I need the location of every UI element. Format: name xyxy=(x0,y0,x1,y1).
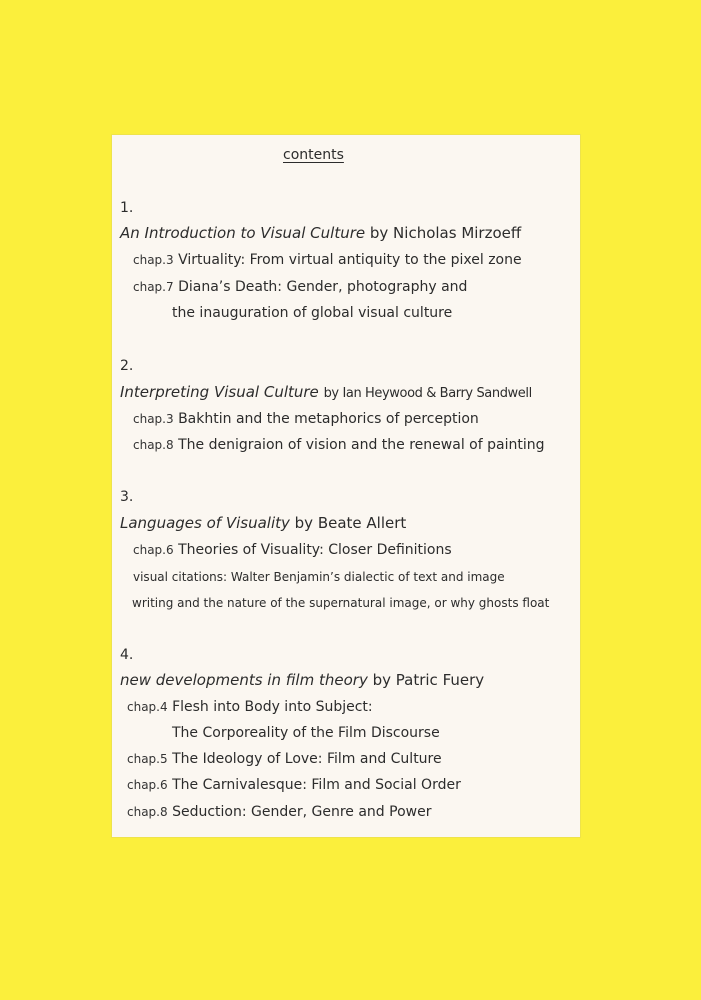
book-title: Languages of Visuality xyxy=(120,514,290,532)
section-number: 4. xyxy=(120,647,134,663)
chapter-title: Theories of Visuality: Closer Definitions xyxy=(178,542,452,558)
chapter-title: Seduction: Gender, Genre and Power xyxy=(172,804,432,820)
chapter-entry xyxy=(133,252,522,268)
chapter-title: The denigraion of vision and the renewal of painting xyxy=(178,437,545,453)
section-book xyxy=(120,515,406,531)
section-book xyxy=(120,225,521,241)
chapter-entry xyxy=(133,437,544,453)
chapter-title: Flesh into Body into Subject: xyxy=(172,699,373,715)
chapter-prefix: chap.8 xyxy=(133,438,174,452)
book-author: by Nicholas Mirzoeff xyxy=(369,224,522,242)
chapter-entry xyxy=(133,279,467,295)
chapter-prefix: chap.8 xyxy=(127,805,168,819)
note-line: visual citations: Walter Benjamin’s dialectic of text and image xyxy=(133,570,505,584)
book-author: by Beate Allert xyxy=(294,514,407,532)
chapter-entry xyxy=(127,751,442,767)
book-author: by Ian Heywood & Barry Sandwell xyxy=(323,386,532,401)
chapter-prefix: chap.6 xyxy=(127,778,168,792)
chapter-prefix: chap.7 xyxy=(133,280,174,294)
chapter-prefix: chap.3 xyxy=(133,412,174,426)
note-line: writing and the nature of the supernatural image, or why ghosts float xyxy=(132,596,550,610)
section-book xyxy=(120,672,484,688)
chapter-title: Virtuality: From virtual antiquity to the pixel zone xyxy=(178,252,522,268)
chapter-entry xyxy=(133,542,452,558)
book-author: by Patric Fuery xyxy=(372,671,485,689)
chapter-prefix: chap.6 xyxy=(133,543,174,557)
chapter-continuation: The Corporeality of the Film Discourse xyxy=(172,725,440,741)
book-title: Interpreting Visual Culture xyxy=(120,383,319,401)
chapter-prefix: chap.5 xyxy=(127,752,168,766)
chapter-entry xyxy=(133,411,479,427)
section-book xyxy=(120,384,532,402)
chapter-entry xyxy=(127,777,461,793)
book-title: new developments in film theory xyxy=(120,671,368,689)
section-number: 1. xyxy=(120,200,134,216)
contents-heading: contents xyxy=(283,147,344,163)
chapter-title: The Carnivalesque: Film and Social Order xyxy=(172,777,461,793)
chapter-title: Diana’s Death: Gender, photography and xyxy=(178,279,468,295)
book-title: An Introduction to Visual Culture xyxy=(120,224,366,242)
chapter-prefix: chap.3 xyxy=(133,253,174,267)
chapter-entry xyxy=(127,699,373,715)
chapter-prefix: chap.4 xyxy=(127,700,168,714)
chapter-entry xyxy=(127,804,431,820)
chapter-title: The Ideology of Love: Film and Culture xyxy=(172,751,442,767)
section-number: 2. xyxy=(120,358,134,374)
contents-sheet xyxy=(112,135,580,837)
section-number: 3. xyxy=(120,489,134,505)
chapter-continuation: the inauguration of global visual culture xyxy=(172,305,453,321)
chapter-title: Bakhtin and the metaphorics of perception xyxy=(178,411,479,427)
